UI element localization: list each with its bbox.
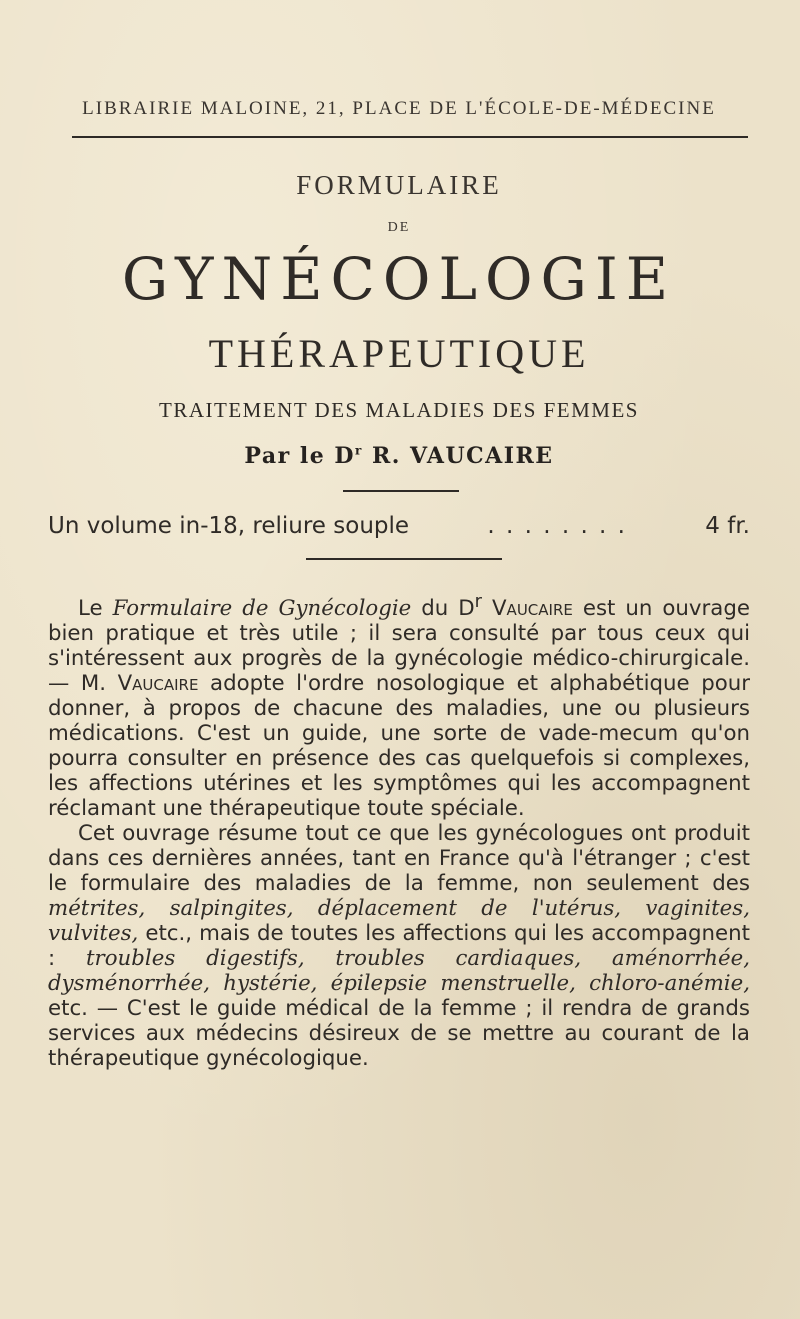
- subtitle: THÉRAPEUTIQUE: [208, 331, 590, 376]
- text-run: du D: [411, 596, 475, 622]
- paragraph: [48, 590, 750, 821]
- superscript: r: [474, 592, 482, 612]
- italic-title: Formulaire de Gynécologie: [112, 596, 412, 622]
- author-name: R. VAUCAIRE: [362, 443, 554, 469]
- book-advertisement-page: [48, 0, 750, 1319]
- title-de: DE: [387, 220, 411, 235]
- header-rule: [72, 136, 748, 138]
- title-formulaire: FORMULAIRE: [296, 170, 502, 200]
- text-run: [482, 596, 492, 621]
- author-small-caps: Vaucaire: [117, 671, 199, 697]
- volume-price: 4 fr.: [705, 513, 750, 539]
- description-text: [48, 590, 750, 1071]
- text-run: est un ouvrage bien pratique et très utile ; il sera consulté par tous ceux qui s'intéressent aux progrès de la gynécologie médico-chirurgicale. — M.: [48, 596, 750, 697]
- volume-price-line: [48, 513, 750, 539]
- main-title: GYNÉCOLOGIE: [121, 245, 677, 313]
- text-run: etc. — C'est le guide médical de la femme ; il rendra de grands services aux médecins désireux de se mettre au courant de la thérapeutique gynécologique.: [48, 996, 750, 1072]
- text-run: Cet ouvrage résume tout ce que les gynécologues ont produit dans ces dernières années, tant en France qu'à l'étranger ; c'est le formulaire des maladies de la femme, non seulement des: [48, 821, 750, 897]
- italic-list: métrites, salpingites, déplacement de l'utérus, vaginites, vulvites,: [48, 896, 750, 947]
- volume-description: Un volume in-18, reliure souple: [48, 513, 410, 539]
- author-line: [48, 443, 750, 469]
- italic-list: troubles digestifs, troubles cardiaques, aménorrhée, dysménorrhée, hystérie, épilepsie menstruelle, chloro-anémie,: [48, 946, 750, 997]
- text-run: Le: [78, 596, 113, 622]
- text-run: etc., mais de toutes les affections qui les accompagnent :: [48, 921, 750, 972]
- paragraph: [48, 821, 750, 1071]
- leader-dots: . . . . . . . .: [487, 513, 627, 539]
- divider-rule: [343, 490, 459, 492]
- author-prefix: Par le D: [244, 443, 355, 469]
- text-run: adopte l'ordre nosologique et alphabétique pour donner, à propos de chacune des maladies, une ou plusieurs médications. C'est un guide, une sorte de vade-mecum qu'on pourra consulter en présence des cas quelquefois si complexes, les affections utérines et les symptômes qui les accompagnent réclamant une thérapeutique toute spéciale.: [48, 671, 751, 822]
- divider-rule: [306, 558, 502, 560]
- author-small-caps: Vaucaire: [491, 596, 573, 622]
- author-sup: r: [354, 443, 363, 458]
- publisher-header: LIBRAIRIE MALOINE, 21, PLACE DE L'ÉCOLE-DE-MÉDECINE: [82, 98, 716, 119]
- title-traitement: TRAITEMENT DES MALADIES DES FEMMES: [159, 398, 639, 422]
